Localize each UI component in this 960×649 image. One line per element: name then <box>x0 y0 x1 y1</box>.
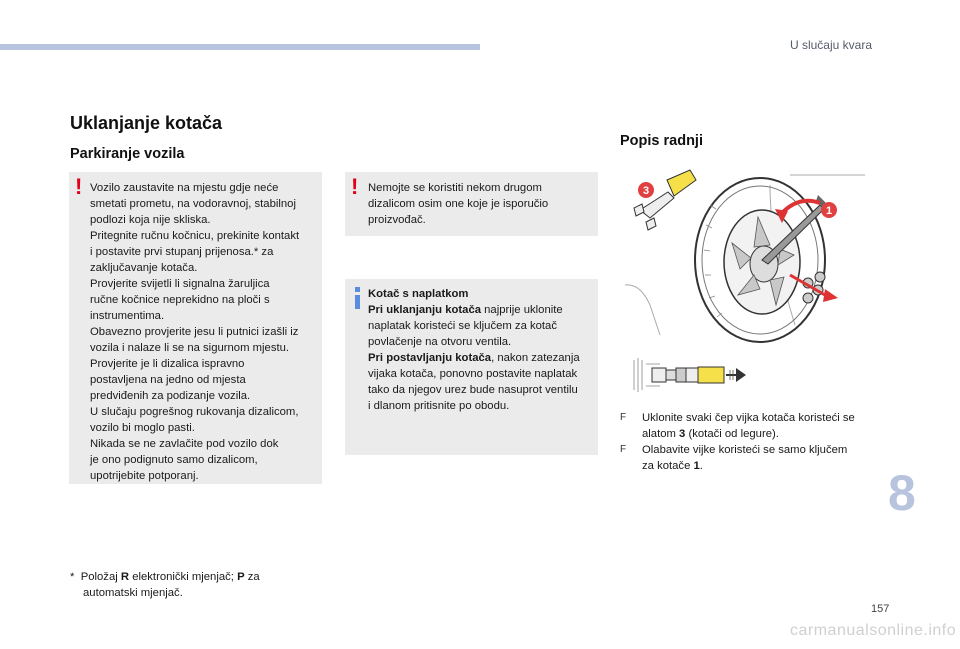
section-title: U slučaju kvara <box>789 38 872 52</box>
jack-warning-box <box>345 172 598 236</box>
warning-line: podlozi koja nije skliska. <box>90 214 211 226</box>
warning-line: ručne kočnice neprekidno na ploči s <box>90 294 270 306</box>
step-text: . <box>699 460 703 472</box>
header-accent-bar <box>0 44 480 50</box>
footnote-text: elektronički mjenjač; <box>129 571 238 583</box>
step-text: alatom <box>642 428 680 440</box>
warning-line: proizvođač. <box>368 214 426 226</box>
step-text: za kotače <box>642 460 694 472</box>
fitting-label: Pri postavljanju kotača <box>368 352 492 364</box>
warning-line: Provjerite svijetli li signalna žaruljica <box>90 278 270 290</box>
warning-line: vozilo bi moglo pasti. <box>90 422 195 434</box>
page-title: Uklanjanje kotača <box>70 113 223 133</box>
watermark: carmanualsonline.info <box>790 622 957 639</box>
warning-icon: ! <box>75 174 83 199</box>
warning-line: Nemojte se koristiti nekom drugom <box>368 182 542 194</box>
footnote-text: Položaj <box>80 571 121 583</box>
alloy-info-text <box>368 286 598 414</box>
parking-heading: Parkiranje vozila <box>70 146 185 162</box>
page-number: 157 <box>871 603 890 615</box>
info-line: povlačenje na otvoru ventila. <box>368 336 512 348</box>
step-ref: 1 <box>693 460 700 472</box>
warning-line: upotrijebite potporanj. <box>90 470 199 482</box>
warning-line: Provjerite je li dizalica ispravno <box>90 358 245 370</box>
step-flag: F <box>620 444 627 455</box>
chapter-number: 8 <box>888 465 916 521</box>
warning-line: vozila i nalaze li se na sigurnom mjestu. <box>90 342 290 354</box>
step-ref: 3 <box>679 428 686 440</box>
procedure-step <box>620 410 872 442</box>
cap-tool-illustration <box>630 356 750 394</box>
warning-line: zaključavanje kotača. <box>90 262 198 274</box>
info-icon-dot <box>355 287 360 292</box>
info-line: najprije uklonite <box>481 304 563 316</box>
warning-line: U slučaju pogrešnog rukovanja dizalicom, <box>90 406 299 418</box>
info-line: i dlanom pritisnite po obodu. <box>368 400 510 412</box>
gear-r: R <box>120 571 130 583</box>
footnote <box>70 569 310 601</box>
parking-warning-text <box>90 180 320 484</box>
warning-line: predviđenih za podizanje vozila. <box>90 390 251 402</box>
footnote-text: za <box>244 571 260 583</box>
callout-1-label: 1 <box>825 205 833 217</box>
warning-line: dizalicom osim one koje je isporučio <box>368 198 549 210</box>
info-title: Kotač s naplatkom <box>368 288 469 300</box>
warning-line: Vozilo zaustavite na mjestu gdje neće <box>90 182 279 194</box>
warning-line: i postavite prvi stupanj prijenosa.* za <box>90 246 274 258</box>
step-text: (kotači od legure). <box>685 428 779 440</box>
info-icon <box>355 295 360 309</box>
step-text: Olabavite vijke koristeći se samo ključem <box>642 444 848 456</box>
jack-warning-text <box>368 180 596 228</box>
footnote-text: automatski mjenjač. <box>83 587 183 599</box>
procedure-step <box>620 442 872 474</box>
warning-line: Pritegnite ručnu kočnicu, prekinite kontakt <box>90 230 300 242</box>
removal-label: Pri uklanjanju kotača <box>368 304 482 316</box>
procedure-heading: Popis radnji <box>620 133 703 149</box>
warning-line: je ono podignuto samo dizalicom, <box>90 454 258 466</box>
info-line: tako da njegov urez bude nasuprot ventilu <box>368 384 578 396</box>
wheel-removal-illustration <box>620 165 870 345</box>
warning-line: Obavezno provjerite jesu li putnici izašli iz <box>90 326 299 338</box>
warning-line: instrumentima. <box>90 310 165 322</box>
info-line: vijaka kotača, ponovno postavite naplatak <box>368 368 578 380</box>
step-text: Uklonite svaki čep vijka kotača koristeći se <box>642 412 855 424</box>
warning-line: Nikada se ne zavlačite pod vozilo dok <box>90 438 279 450</box>
parking-warning-box <box>69 172 322 484</box>
step-flag: F <box>620 412 627 423</box>
footnote-mark: * <box>70 571 75 583</box>
info-line: , nakon zatezanja <box>491 352 580 364</box>
warning-line: smetati prometu, na vodoravnoj, stabilnoj <box>90 198 296 210</box>
info-line: naplatak koristeći se ključem za kotač <box>368 320 557 332</box>
alloy-info-box <box>345 279 598 455</box>
procedure-steps <box>620 410 872 474</box>
warning-line: postavljena na jedno od mjesta <box>90 374 246 386</box>
warning-icon: ! <box>351 174 359 199</box>
gear-p: P <box>237 571 245 583</box>
callout-3-label: 3 <box>642 185 650 197</box>
